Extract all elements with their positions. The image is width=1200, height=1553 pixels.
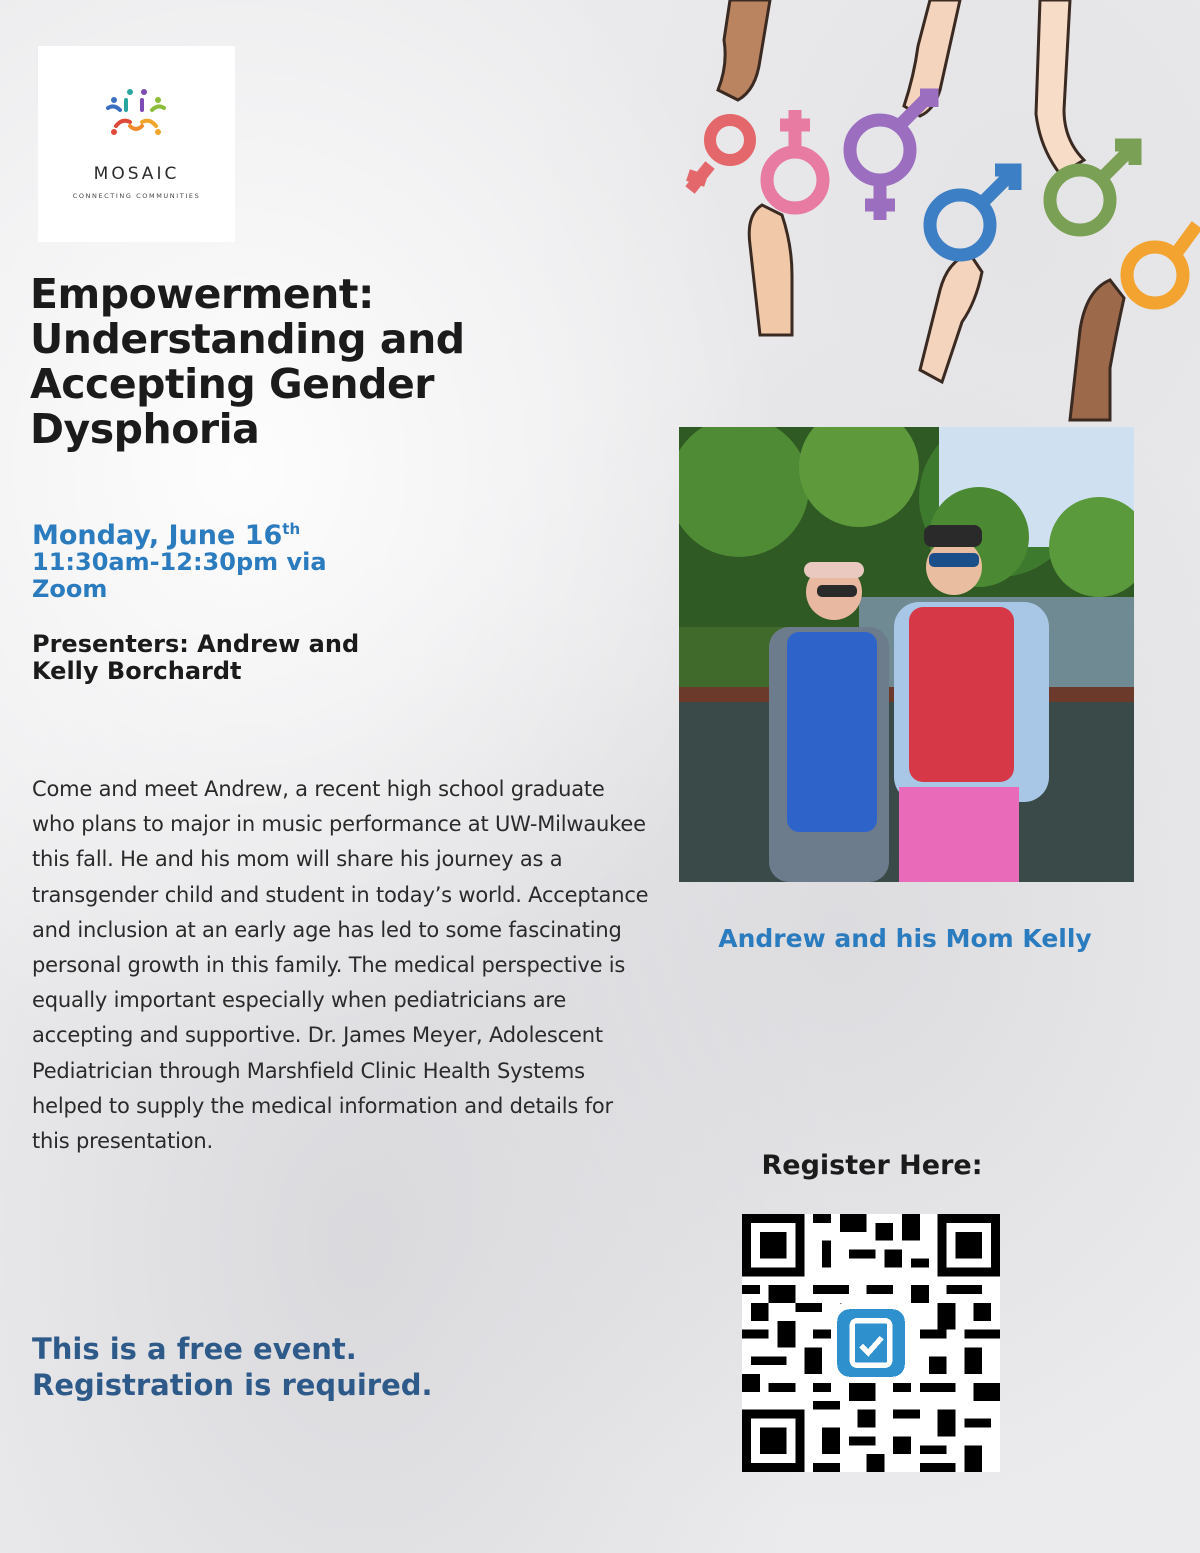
male-symbol-icon <box>930 170 1015 255</box>
free-event-note <box>32 1331 552 1403</box>
andrew-and-kelly-photo <box>679 427 1134 882</box>
logo-tagline: CONNECTING COMMUNITIES <box>72 192 201 200</box>
hand-icon <box>1070 280 1124 420</box>
register-label: Register Here: <box>761 1150 983 1181</box>
photo-caption: Andrew and his Mom Kelly <box>718 924 1092 953</box>
hand-icon <box>718 0 770 100</box>
event-title: Empowerment: Understanding and Accepting Gender Dysphoria <box>30 270 465 453</box>
event-time: 11:30am-12:30pm via Zoom <box>32 548 327 603</box>
transgender-symbol-icon <box>850 95 932 220</box>
hand-icon <box>920 254 982 382</box>
event-description: Come and meet Andrew, a recent high school graduate who plans to major in music performance at UW-Milwaukee this fall. He and his mom will share his journey as a transgender child and student in today’s world. Acceptance and inclusion at an early age has led to some fascinating personal growth in this family. The medical perspective is equally important especially when pediatricians are accepting and supportive. Dr. James Meyer, Adolescent Pediatrician through Marshfield Clinic Health Systems helped to supply the medical information and details for this presentation. <box>32 777 649 1154</box>
male-symbol-icon <box>1127 225 1197 303</box>
event-datetime <box>32 516 392 603</box>
presenters: Presenters: Andrew and Kelly Borchardt <box>32 630 360 685</box>
mosaic-logo-icon <box>104 86 168 142</box>
logo-name: MOSAIC <box>93 164 180 184</box>
outdoor-river-scene <box>679 427 1134 882</box>
event-date-suffix: th <box>282 520 301 538</box>
gender-symbols-hands-illustration <box>670 0 1200 425</box>
registration-qr-code[interactable] <box>742 1214 1000 1472</box>
female-symbol-icon <box>688 120 750 190</box>
registration-required-line: Registration is required. <box>32 1368 433 1402</box>
mosaic-logo <box>38 46 235 242</box>
hand-icon <box>1036 0 1084 174</box>
free-event-line: This is a free event. <box>32 1332 357 1366</box>
female-symbol-icon <box>767 110 823 208</box>
hand-icon <box>749 205 792 335</box>
event-date: Monday, June 16 <box>32 520 283 551</box>
